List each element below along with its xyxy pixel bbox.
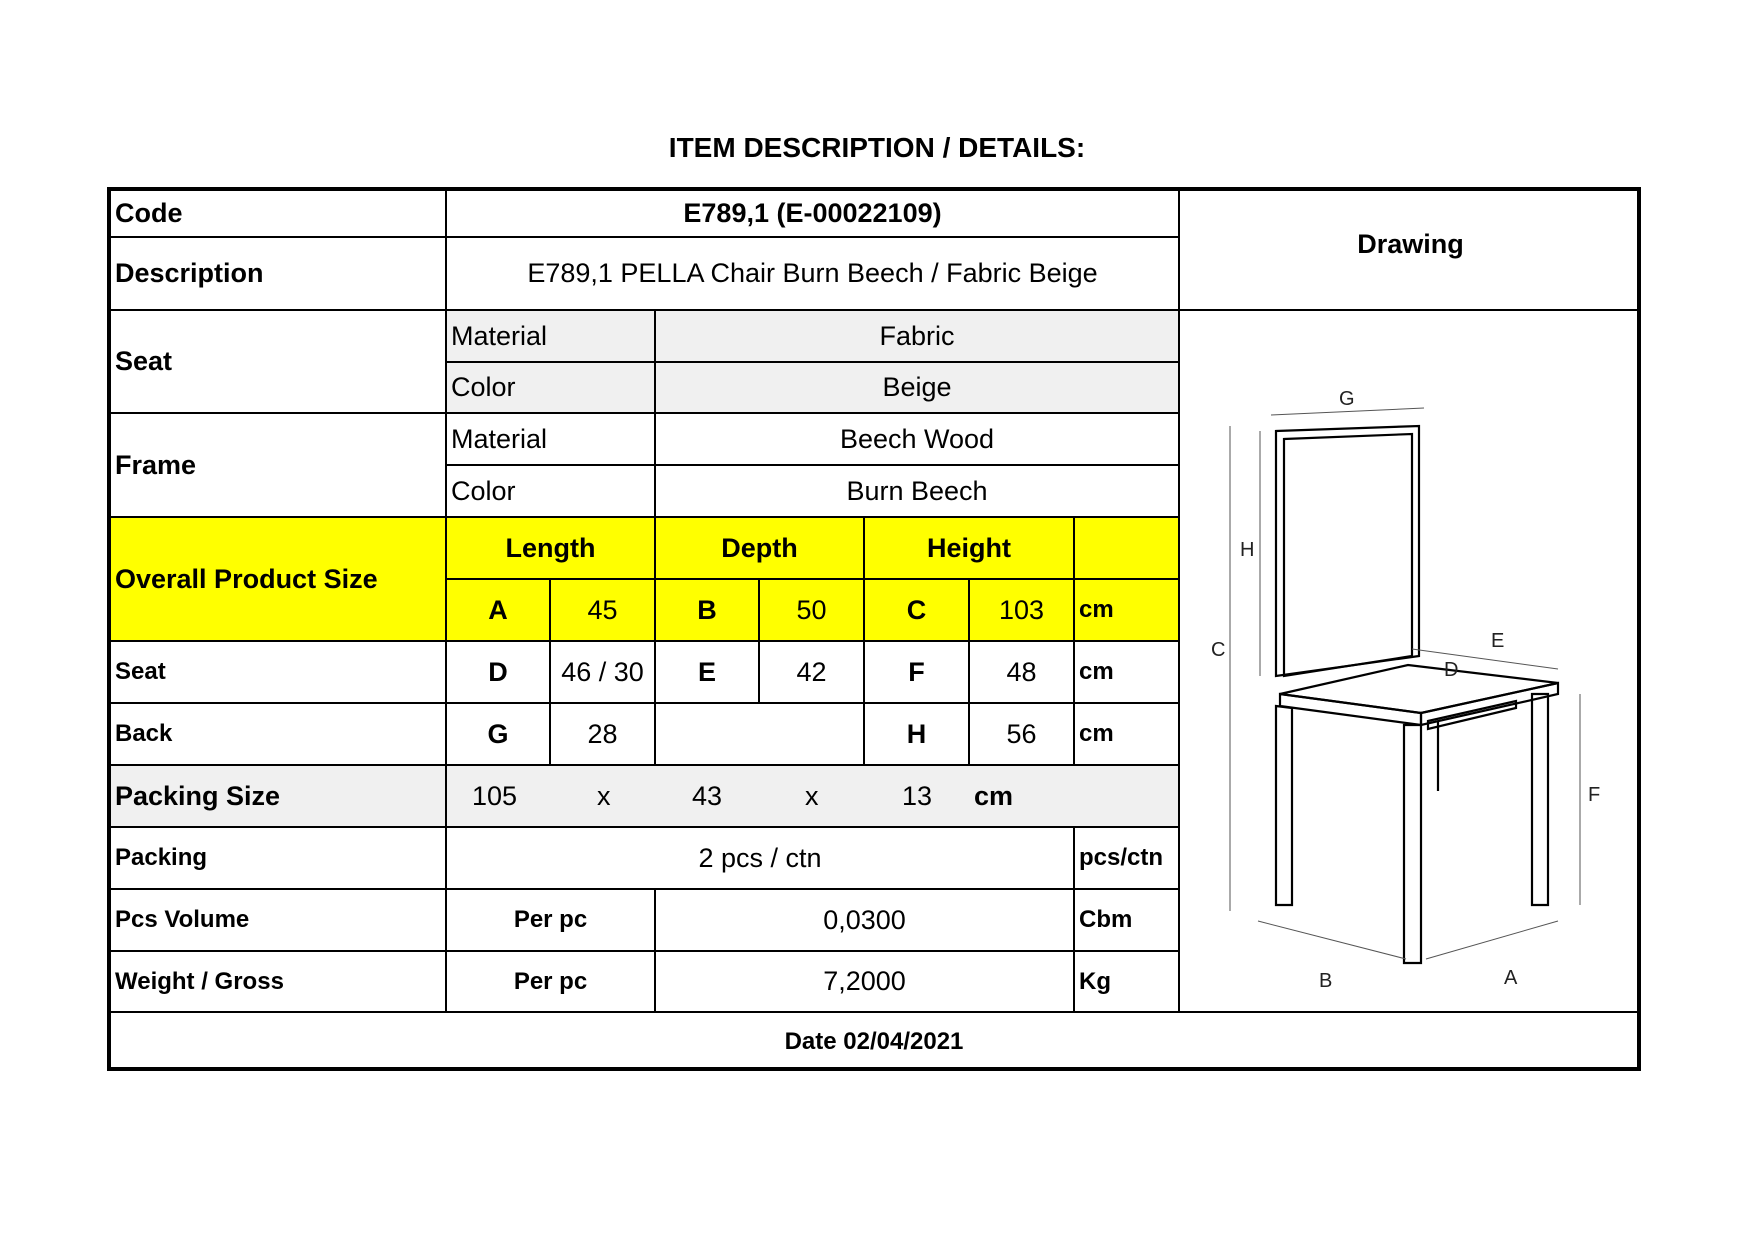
dim-a-letter: A [447, 580, 551, 642]
dim-line-e [1412, 649, 1558, 669]
dim-line-b [1258, 921, 1406, 959]
packing-label: Packing [111, 828, 447, 890]
drawing-letter-b: B [1319, 970, 1333, 992]
height-header: Height [865, 518, 1075, 580]
packing-size-unit: cm [974, 780, 1014, 811]
volume-unit: Cbm [1075, 890, 1180, 952]
chair-leg-front-left [1404, 725, 1421, 963]
frame-material-label: Material [447, 414, 656, 466]
dim-c-value: 103 [970, 580, 1075, 642]
drawing-letter-d: D [1444, 659, 1459, 681]
dim-g-letter: G [447, 704, 551, 766]
volume-per: Per pc [447, 890, 656, 952]
seat-size-label: Seat [111, 642, 447, 704]
packing-size-label: Packing Size [111, 766, 447, 828]
dim-a-value: 45 [551, 580, 656, 642]
frame-color-label: Color [447, 466, 656, 518]
overall-size-label: Overall Product Size [111, 518, 447, 642]
weight-value: 7,2000 [656, 952, 1075, 1013]
seat-material-label: Material [447, 311, 656, 363]
packing-x2: x [805, 780, 819, 811]
depth-header: Depth [656, 518, 865, 580]
page-title: ITEM DESCRIPTION / DETAILS: [668, 132, 1086, 163]
packing-height: 13 [902, 780, 933, 811]
frame-color-value: Burn Beech [656, 466, 1180, 518]
seat-color-value: Beige [656, 363, 1180, 414]
packing-x1: x [597, 780, 611, 811]
drawing-letter-f: F [1588, 784, 1601, 806]
drawing-letter-h: H [1240, 539, 1255, 561]
volume-label: Pcs Volume [111, 890, 447, 952]
dim-b-value: 50 [760, 580, 865, 642]
packing-width: 43 [692, 780, 723, 811]
chair-leg-front-right [1532, 694, 1548, 905]
back-size-unit: cm [1075, 704, 1180, 766]
packing-value: 2 pcs / ctn [447, 828, 1075, 890]
code-label: Code [111, 191, 447, 238]
packing-unit: pcs/ctn [1075, 828, 1180, 890]
weight-label: Weight / Gross [111, 952, 447, 1013]
description-label: Description [111, 238, 447, 311]
chair-leg-back-left [1276, 706, 1292, 905]
dim-g-value: 28 [551, 704, 656, 766]
drawing-letter-a: A [1504, 967, 1518, 989]
overall-header-blank [1075, 518, 1180, 580]
chair-back-inner [1284, 434, 1412, 676]
dim-c-letter: C [865, 580, 970, 642]
dim-line-a [1426, 921, 1558, 959]
length-header: Length [447, 518, 656, 580]
chair-leg-inner [1428, 701, 1516, 729]
seat-color-label: Color [447, 363, 656, 414]
frame-material-value: Beech Wood [656, 414, 1180, 466]
code-value: E789,1 (E-00022109) [447, 191, 1180, 238]
seat-size-unit: cm [1075, 642, 1180, 704]
dim-b-letter: B [656, 580, 760, 642]
chair-diagram-icon [1176, 311, 1641, 1011]
seat-material-value: Fabric [656, 311, 1180, 363]
packing-size-row [447, 766, 1180, 828]
item-details-table [107, 187, 1641, 1071]
dim-f-letter: F [865, 642, 970, 704]
drawing-left-border [1178, 311, 1180, 1013]
overall-unit: cm [1075, 580, 1180, 642]
packing-length: 105 [472, 780, 518, 811]
drawing-header: Drawing [1180, 191, 1641, 311]
weight-unit: Kg [1075, 952, 1180, 1013]
back-blank [656, 704, 865, 766]
dim-h-value: 56 [970, 704, 1075, 766]
seat-label: Seat [111, 311, 447, 414]
dim-e-letter: E [656, 642, 760, 704]
chair-drawing [1176, 311, 1641, 1013]
drawing-letter-e: E [1491, 630, 1505, 652]
drawing-letter-g: G [1339, 388, 1355, 410]
drawing-letter-c: C [1211, 639, 1226, 661]
dim-f-value: 48 [970, 642, 1075, 704]
frame-label: Frame [111, 414, 447, 518]
weight-per: Per pc [447, 952, 656, 1013]
volume-value: 0,0300 [656, 890, 1075, 952]
date-footer: Date 02/04/2021 [784, 1028, 964, 1055]
description-value: E789,1 PELLA Chair Burn Beech / Fabric Beige [447, 238, 1180, 311]
back-size-label: Back [111, 704, 447, 766]
chair-seat-front [1280, 694, 1421, 725]
dim-d-letter: D [447, 642, 551, 704]
chair-back-outline [1276, 426, 1419, 676]
dim-h-letter: H [865, 704, 970, 766]
dim-e-value: 42 [760, 642, 865, 704]
dim-d-value: 46 / 30 [551, 642, 656, 704]
